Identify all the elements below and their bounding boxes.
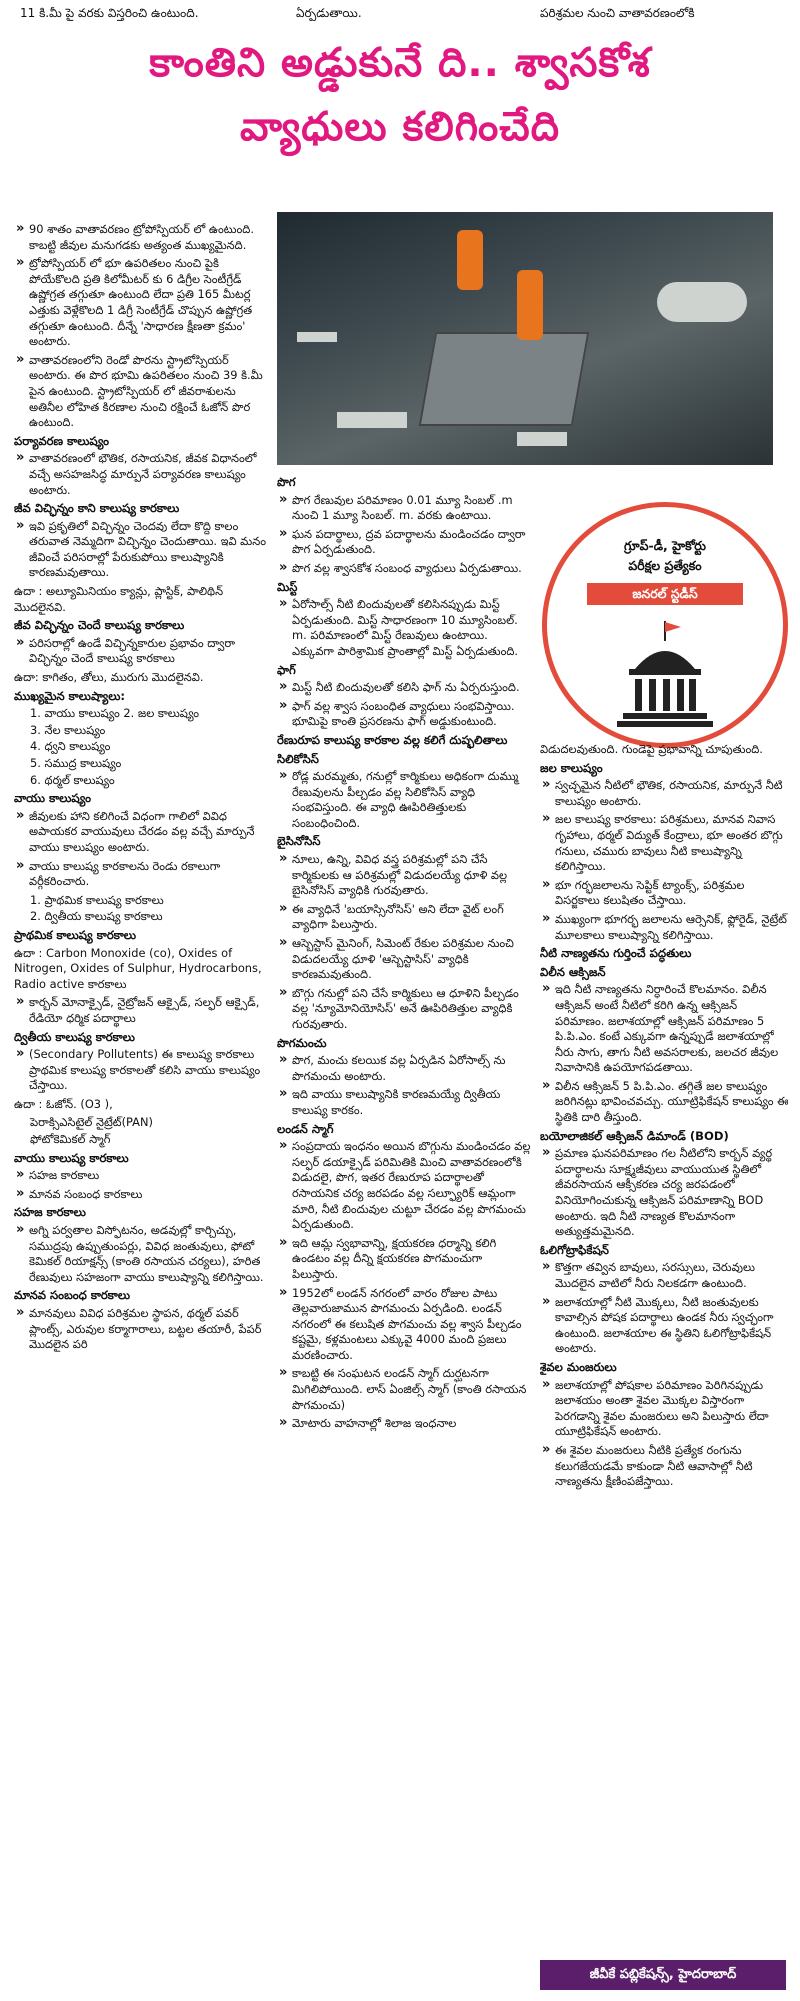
section-heading: పర్యావరణ కాలుష్యం	[14, 433, 110, 448]
bullet: » ఇవి ప్రకృతిలో విచ్ఛిన్నం చెందవు లేదా కొద్ది కాలం తరువాత నెమ్మదిగా విచ్ఛిన్నం చెందుతాయి. ఇవి మనం జీవించే పరిసరాల్లో పేరుకుపోయి కాలుష్యానికి కారణమవుతాయి.	[14, 519, 266, 581]
bullet: » ప్రమాణ ఘనపరిమాణం గల నీటిలోని కార్బన్ వ్యర్థ పదార్థాలను సూక్ష్మజీవులు వాయుయుత స్థితిలో జీవరసాయన ఆక్సీకరణ చర్య జరపడంలో వినియోగించుకున్న ఆక్సిజన్ పరిమాణాన్ని BOD అంటారు. ఇది నీటి నాణ్యత కొలమానంగా అత్యుత్తమమైనది.	[540, 1146, 790, 1240]
section-heading: ఫాగ్	[277, 662, 296, 677]
publisher-credit: జీవీకే పబ్లికేషన్స్, హైదరాబాద్	[540, 1960, 786, 1990]
bullet: » సహజ కారకాలు	[14, 1168, 266, 1184]
bullet: » విలీన ఆక్సిజన్ 5 పి.పి.ఎం. తగ్గితే జల కాలుష్యం జరిగినట్లు భావించవచ్చు. యూట్రిఫికేషన్ కాలుష్యం ఈ స్థితికి దారి తీస్తుంది.	[540, 1079, 790, 1126]
list-item: 1. వాయు కాలుష్యం 2. జల కాలుష్యం	[30, 706, 200, 721]
bullet: » నూలు, ఉన్ని, వివిధ వస్త్ర పరిశ్రమల్లో పని చేసే కార్మికులకు ఆ పరిశ్రమల్లో విడుదలయ్యే ధూళి వల్ల బైసినోసిస్ వ్యాధికి గురవుతారు.	[277, 852, 532, 899]
bullet: » పొగ, మంచు కలయిక వల్ల ఏర్పడిన ఏరోసాల్స్ ను పొగమంచు అంటారు.	[277, 1053, 532, 1084]
headline-line-1: కాంతిని అడ్డుకునే ది.. శ్వాసకోశ	[149, 40, 651, 86]
list-item: 6. థర్మల్ కాలుష్యం	[30, 772, 115, 787]
section-heading: ఓలిగోట్రాఫికేషన్	[540, 1242, 609, 1257]
section-heading: ప్రాథమిక కాలుష్య కారకాలు	[14, 927, 136, 942]
bullet: » ఫాగ్ వల్ల శ్వాస సంబంధిత వ్యాధులు సంభవిస్తాయి. భూమిపై కాంతి ప్రసరణను ఫాగ్ అడ్డుకుంటుంది.	[277, 699, 532, 730]
bullet: » కొత్తగా తవ్విన బావులు, సరస్సులు, చెరువులు మొదలైన వాటిలో నీరు నిలకడగా ఉంటుంది.	[540, 1260, 790, 1291]
bullet: » జలాశయాల్లో నీటి మొక్కలు, నీటి జంతువులకు కావాల్సిన పోషక పదార్థాలు ఉండక నీరు స్వచ్ఛంగా ఉంటుంది. జలాశయాల ఈ స్థితిని ఓలిగోట్రాఫికేషన్ అంటారు.	[540, 1295, 790, 1357]
bullet: » కార్బన్ మోనాక్సైడ్, నైట్రోజన్ ఆక్సైడ్, సల్ఫర్ ఆక్సైడ్, రేడియో ధర్మిక పదార్థాలు	[14, 995, 266, 1026]
bullet: » ఈ శైవల మంజరులు నీటికి ప్రత్యేక రంగును కలుగజేయడమే కాకుండా నీటి ఆవాసాల్లో నీటి నాణ్యతను క్షీణింపజేస్తాయి.	[540, 1443, 790, 1490]
bullet: » పొగ రేణువుల పరిమాణం 0.01 మ్యూ సింబల్ .m నుంచి 1 మ్యూ సింబల్. m. వరకు ఉంటాయి.	[277, 493, 532, 524]
bullet: » వాయు కాలుష్య కారకాలను రెండు రకాలుగా వర్గీకరించారు.	[14, 859, 266, 890]
article-photo	[277, 212, 773, 465]
list-item: 5. సముద్ర కాలుష్యం	[30, 756, 122, 770]
section-heading: బైసినోసిస్	[277, 834, 321, 849]
bullet: » అగ్ని పర్వతాల విస్ఫోటనం, అడవుల్లో కార్చిచ్చు, సముద్రపు ఉప్పుతుంపర్లు, వివిధ జంతువులు, ఫోటో కెమికల్ రియాక్షన్స్ (కాంతి రసాయన చర్యలు), హరిత రేణువులు సహజంగా వాయు కాలుష్యాన్ని కలిగిస్తాయి.	[14, 1223, 266, 1285]
badge-line-1: గ్రూప్-డీ, హైకోర్టు	[624, 538, 706, 553]
bullet: » మిస్ట్ నీటి బిందువులతో కలిసి ఫాగ్ ను ఏర్పరుస్తుంది.	[277, 680, 532, 696]
badge-general-studies: జనరల్ స్టడీస్	[587, 583, 743, 605]
bullet: » కాబట్టి ఈ సంఘటన లండన్ స్మాగ్ దుర్ఘటనగా మిగిలిపోయింది. లాస్ ఏంజిల్స్ స్మాగ్ (కాంతి రసాయన పొగమంచు)	[277, 1366, 532, 1413]
list-item: 3. నేల కాలుష్యం	[30, 722, 106, 737]
example-text: పెరాక్సిఎసిటైల్ నైట్రేట్(PAN)	[30, 1115, 153, 1130]
example-text: ఉదా : Carbon Monoxide (co), Oxides of Nitrogen, Oxides of Sulphur, Hydrocarbons, Radio active కారకాలు	[14, 945, 262, 991]
bullet: » జల కాలుష్య కారకాలు: పరిశ్రమలు, మానవ నివాస గృహాలు, థర్మల్ విద్యుత్ కేంద్రాలు, భూ అంతర బొగ్గు గనులు, చమురు బావులు నీటి కాలుష్యాన్ని కలిగిస్తాయి.	[540, 812, 790, 874]
bullet: » పరిసరాల్లో ఉండే విచ్ఛిన్నకారుల ప్రభావం ద్వారా విచ్ఛిన్నం చెందే కాలుష్య కారకాలు	[14, 636, 266, 667]
section-heading: మానవ సంబంధ కారకాలు	[14, 1288, 131, 1303]
bullet: » ఇది నీటి నాణ్యతను నిర్ధారించే కొలమానం. విలీన ఆక్సిజన్ అంటే నీటిలో కరిగి ఉన్న ఆక్సిజన్ పరిమాణం. జలాశయాల్లో ఆక్సిజన్ పరిమాణం 5 పి.పి.ఎం. కంటే ఎక్కువగా ఉన్నప్పుడే జలాశయాల్లో నీరు సాగు, తాగు నీటి అవసరాలకు, జలచర జీవుల నివాసానికి ఉపయోగపడతాయి.	[540, 982, 790, 1076]
section-heading: పొగ	[277, 475, 296, 489]
bullet: » ఘన పదార్థాలు, ద్రవ పదార్థాలను మండించడం ద్వారా పొగ ఏర్పడుతుంది.	[277, 527, 532, 558]
example-text: ఫోటోకెమికల్ స్మాగ్	[30, 1132, 111, 1147]
section-heading: నీటి నాణ్యతను గుర్తించే పద్ధతులు	[540, 946, 692, 961]
section-heading: వాయు కాలుష్యం	[14, 791, 91, 806]
building-icon	[605, 619, 725, 729]
paragraph: విడుదలవుతుంది. గుండెపై ప్రభావాన్ని చూపుతుంది.	[540, 742, 763, 756]
section-heading: రేణురూప కాలుష్య కారకాల వల్ల కలిగే దుష్ఫలితాలు	[277, 732, 508, 747]
bullet: » భూ గర్భజలాలను సెప్టిక్ ట్యాంక్స్, పరిశ్రమల విసర్జకాలు కలుషితం చేస్తాయి.	[540, 878, 790, 909]
section-heading: విలీన ఆక్సిజన్	[540, 964, 606, 979]
list-item: 4. ధ్వని కాలుష్యం	[30, 739, 111, 754]
section-heading: సిలికోసిస్	[277, 751, 319, 766]
section-heading: జీవ విచ్ఛిన్నం చెందే కాలుష్య కారకాలు	[14, 618, 185, 633]
section-heading: జల కాలుష్యం	[540, 760, 603, 775]
bullet: » జలాశయాల్లో పోషకాల పరిమాణం పెరిగినప్పుడు జలాశయం అంతా శైవల మొక్కల విస్తారంగా పెరగడాన్ని శైవల మంజరులు అని పిలుస్తారు లేదా యూట్రిఫికేషన్ అంటారు.	[540, 1378, 790, 1440]
bullet: » బొగ్గు గనుల్లో పని చేసే కార్మికులు ఆ ధూళిని పీల్చడం వల్ల 'న్యూమోనియోసిస్' అనే ఊపిరితిత్తుల వ్యాధికి గురవుతారు.	[277, 986, 532, 1033]
bullet: » మానవ సంబంధ కారకాలు	[14, 1187, 266, 1203]
bullet: » సంప్రదాయ ఇంధనం అయిన బొగ్గును మండించడం వల్ల సల్ఫర్ డయాక్సైడ్ పరిమితికి మించి వాతావరణంలోకి విడుదలై, పొగ, ఇతర రేణురూప పదార్థాలతో రసాయనిక చర్య జరపడం వల్ల సల్ఫ్యూరిక్ ఆమ్లంగా మారి, నీటి బిందువుల చుట్టూ చేరడం వల్ల పొగమంచు ఏర్పడుతుంది.	[277, 1139, 532, 1233]
bullet: » ఇది ఆమ్ల స్వభావాన్ని, క్షయకరణ ధర్మాన్ని కలిగి ఉండటం వల్ల దీన్ని క్షయకరణ పొగమంచుగా పిలుస్తారు.	[277, 1236, 532, 1283]
example-text: ఉదా : అల్యూమినియం క్యాన్లు, ప్లాస్టిక్, పాలిథిన్ మొదలైనవి.	[14, 584, 224, 614]
bullet: » ఈ వ్యాధినే 'బయాస్సినోసిస్' అని లేదా వైట్ లంగ్ వ్యాధిగా పిలుస్తారు.	[277, 902, 532, 933]
section-heading: వాయు కాలుష్య కారకాలు	[14, 1150, 129, 1165]
section-heading: పొగమంచు	[277, 1035, 327, 1050]
top-right-text: పరిశ్రమల నుంచి వాతావరణంలోకి	[540, 6, 695, 20]
bullet: » 1952లో లండన్ నగరంలో వారం రోజుల పాటు తెల్లవారుజామున పొగమంచు ఏర్పడింది. లండన్ నగరంలో ఈ కలుషిత పొగమంచు వల్ల శ్వాస పీల్చడం కష్టమై, కళ్లమంటలు ఎక్కువై 4000 మంది ప్రజలు మరణించారు.	[277, 1286, 532, 1364]
example-text: ఉదా : ఓజోన్. (O3 ),	[14, 1096, 113, 1111]
bullet: » ఏరోసాల్స్ నీటి బిందువులతో కలిసినప్పుడు మిస్ట్ ఏర్పడుతుంది. మిస్ట్ సాధారణంగా 10 మ్యూసింబల్. m. పరిమాణంలో మిస్ట్ రేణువులు ఉంటాయి. ఎక్కువగా పారిశ్రామిక ప్రాంతాల్లో మిస్ట్ ఏర్పడుతుంది.	[277, 597, 532, 659]
bullet: » ముఖ్యంగా భూగర్భ జలాలను ఆర్సెనిక్, ఫ్లోరైడ్, నైట్రేట్ మూలకాలు కాలుష్యాన్ని కలిగిస్తాయి.	[540, 912, 790, 943]
bullet: » ట్రోపోస్పియర్ లో భూ ఉపరితలం నుంచి పైకి పోయేకొలది ప్రతి కిలోమీటర్ కు 6 డిగ్రీల సెంటీగ్రేడ్ ఉష్ణోగ్రత తగ్గుతూ ఉంటుంది లేదా ప్రతి 165 మీటర్ల ఎత్తుకు వెళ్లేకొలది 1 డిగ్రీ సెంటీగ్రేడ్ చొప్పున ఉష్ణోగ్రత తగ్గుతూ ఉంటుంది. దీన్నే 'సాధారణ క్షీణతా క్రమం' అంటారు.	[14, 256, 266, 350]
section-heading: మిస్ట్	[277, 579, 298, 594]
list-item: 1. ప్రాథమిక కాలుష్య కారకాలు	[30, 892, 164, 907]
example-text: ఉదా: కాగితం, తోలు, మురుగు మొదలైనవి.	[14, 670, 204, 685]
bullet: » వాతావరణంలో భౌతిక, రసాయనిక, జీవక విధానంలో వచ్చే అసహజసిద్ధ మార్పునే పర్యావరణ కాలుష్యం అంటారు.	[14, 451, 266, 498]
bullet: » మోటారు వాహనాల్లో శిలాజ ఇంధనాల	[277, 1416, 532, 1432]
section-heading: జీవ విచ్ఛిన్నం కాని కాలుష్య కారకాలు	[14, 501, 180, 516]
bullet: » జీవులకు హాని కలిగించే విధంగా గాలిలో వివిధ అపాయకర వాయువులు చేరడం వల్ల వచ్చే మార్పునే వాయు కాలుష్యం అంటారు.	[14, 809, 266, 856]
column-3	[540, 742, 790, 1493]
bullet: » పొగ వల్ల శ్వాసకోశ సంబంధ వ్యాధులు ఏర్పడుతాయి.	[277, 561, 532, 577]
section-heading: బయోలాజికల్ ఆక్సిజన్ డిమాండ్ (BOD)	[540, 1128, 729, 1143]
exam-special-badge	[542, 502, 788, 748]
bullet: » వాతావరణంలోని రెండో పొరను స్ట్రాటోస్పియర్ అంటారు. ఈ పొర భూమి ఉపరితలం నుంచి 39 కి.మీ పైన ఉంటుంది. స్ట్రాటోస్పియర్ లో జీవరాశులను అతినీల లోహిత కిరణాల నుంచి రక్షించే ఓజోన్ పొర ఉంటుంది.	[14, 353, 266, 431]
bullet: » మానవులు వివిధ పరిశ్రమల స్థాపన, థర్మల్ పవర్ ప్లాంట్స్, ఎరువుల కర్మాగారాలు, బట్టల తయారీ, పేపర్ మొదలైన పరి	[14, 1306, 266, 1353]
bullet: » ఆస్బెస్టాస్ మైనింగ్, సిమెంట్ రేకుల పరిశ్రమల నుంచి విడుదలయ్యే ధూళి 'ఆస్బెస్టాసిస్' వ్యాధికి కారణమవుతుంది.	[277, 936, 532, 983]
top-continuation-strip	[0, 0, 800, 28]
top-left-text: 11 కి.మీ పై వరకు విస్తరించి ఉంటుంది.	[20, 6, 199, 20]
bullet: » రోడ్ల మరమ్మతు, గనుల్లో కార్మికులు అధికంగా దుమ్ము రేణువులను పీల్చడం వల్ల సిలికోసిస్ వ్యాధి సంభవిస్తుంది. ఈ వ్యాధి ఊపిరితిత్తులకు సంబంధించింది.	[277, 769, 532, 831]
section-heading: శైవల మంజరులు	[540, 1359, 617, 1374]
section-heading: ద్వితీయ కాలుష్య కారకాలు	[14, 1029, 135, 1044]
column-1	[14, 222, 266, 1356]
bullet: » (Secondary Pollutents) ఈ కాలుష్య కారకాలు ప్రాథమిక కాలుష్య కారకాలతో కలిసి వాయు కాలుష్యం చేస్తాయి.	[14, 1047, 266, 1094]
column-2	[277, 472, 532, 1435]
headline-line-2: వ్యాధులు కలిగించేది	[240, 104, 560, 150]
section-heading: సహజ కారకాలు	[14, 1205, 86, 1220]
section-heading: లండన్ స్మాగ్	[277, 1121, 334, 1136]
top-mid-text: ఏర్పడుతాయి.	[296, 6, 362, 20]
bullet: » ఇది వాయు కాలుష్యానికి కారణమయ్యే ద్వితీయ కాలుష్య కారకం.	[277, 1087, 532, 1118]
section-heading: ముఖ్యమైన కాలుష్యాలు:	[14, 688, 126, 703]
badge-line-2: పరీక్షల ప్రత్యేకం	[628, 558, 702, 573]
list-item: 2. ద్వితీయ కాలుష్య కారకాలు	[30, 909, 163, 924]
bullet: » స్వచ్ఛమైన నీటిలో భౌతిక, రసాయనిక, మార్పునే నీటి కాలుష్యం అంటారు.	[540, 778, 790, 809]
bullet: » 90 శాతం వాతావరణం ట్రోపోస్పియర్ లో ఉంటుంది. కాబట్టి జీవుల మనుగడకు అత్యంత ముఖ్యమైనది.	[14, 222, 266, 253]
